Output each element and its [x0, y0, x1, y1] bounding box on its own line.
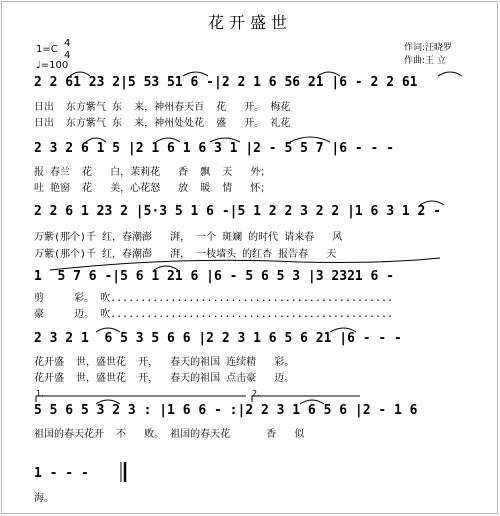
lyric-line-3b: 万紫(那个)千 红，春潮澎 湃， 一枝墙头 的红杏 报告春 天: [34, 249, 337, 260]
slur-mark: [96, 328, 120, 332]
lyric-line-1a: 日出 东方紫气 东 来，神州春天百 花 开。 梅花: [34, 102, 291, 113]
composer: 作曲:王 立: [404, 56, 446, 66]
lyric-line-7a: 海。: [34, 493, 54, 504]
notation-line-2: 2 3 2 6 1 5 |2 1 6 1 6 3 1 |2 - 5 5 7 |6 - - -: [34, 141, 395, 156]
tempo-value: =100: [40, 60, 69, 71]
notation-line-6: 5 5 6 5 3 2 3 : |1 6 6 - :|2 2 3 1 6 5 6 |2 - 1 6: [34, 403, 418, 418]
lyric-line-3a: 万紫(那个)千 红，春潮澎 湃， 一个 斑斓 的时代 请来春 风: [34, 232, 343, 243]
slur-mark: [210, 138, 240, 142]
slur-mark: [183, 72, 208, 76]
slur-mark: [330, 328, 356, 332]
lyric-line-6a: 祖国的春天花开 不 败。 祖国的春天花 香 似: [34, 429, 305, 440]
lyric-line-2a: 报 春兰 花 白，茉莉花 香 飘 天 外；: [34, 167, 271, 178]
slur-mark: [156, 138, 180, 142]
time-signature-bottom: 4: [64, 50, 71, 61]
slur-mark: [86, 138, 106, 142]
lyric-line-4b: 豪 迈。 吹...............................................: [34, 309, 394, 320]
notation-line-3: 2 2 6 1 23 2 |5·3 5 1 6 -|5 1 2 2 3 2 2 |1 6 3 1 2 -: [34, 204, 441, 219]
slur-mark: [290, 137, 330, 142]
slur-mark: [96, 400, 120, 404]
slur-mark: [318, 72, 340, 76]
lyric-line-2b: 吐 艳窗 花 美，心花怒 放 暖 情 怀；: [34, 183, 271, 194]
slur-mark: [420, 201, 444, 205]
lyric-line-1b: 日出 东方紫气 东 来，神州处处花 盛 开。 礼花: [34, 118, 291, 129]
notation-line-7: 1 - - -: [34, 466, 89, 481]
slur-mark: [438, 72, 462, 76]
notation-line-1: 2 2 61 23 2|5 53 51 6 -|2 2 1 6 56 21 |6 - 2 2 61: [34, 75, 418, 90]
notation-line-4: 1 5 7 6 -|5 6 1 21 6 |6 - 5 6 5 3 |3 2321 6 -: [34, 269, 395, 284]
slur-mark: [70, 72, 90, 76]
quarter-note-icon: ♩: [36, 60, 41, 71]
lyricist: 作词:汪晓罗: [404, 43, 453, 53]
time-signature-top: 4: [64, 38, 71, 49]
lyric-line-5b: 花开盛 世，盛世花 开， 春天的祖国 点击豪 迈。: [34, 373, 295, 384]
lyric-line-5a: 花开盛 世，盛世花 开， 春天的祖国 连续精 彩。: [34, 357, 295, 368]
key-signature: 1=C: [36, 44, 58, 55]
notation-line-5: 2 3 2 1 6 5 3 5 6 6 |2 2 3 1 6 5 6 21 |6 - - -: [34, 331, 402, 346]
tie-mark: [50, 258, 440, 270]
slur-mark: [154, 266, 178, 270]
song-title: 花开盛世: [207, 13, 292, 32]
lyric-line-4a: 剪 彩。 吹...............................................: [34, 293, 394, 304]
volta-1-label: 1.: [36, 389, 44, 398]
slur-mark: [300, 400, 324, 404]
volta-2-label: 2.: [252, 389, 260, 398]
volta-1-bracket: [36, 396, 246, 402]
